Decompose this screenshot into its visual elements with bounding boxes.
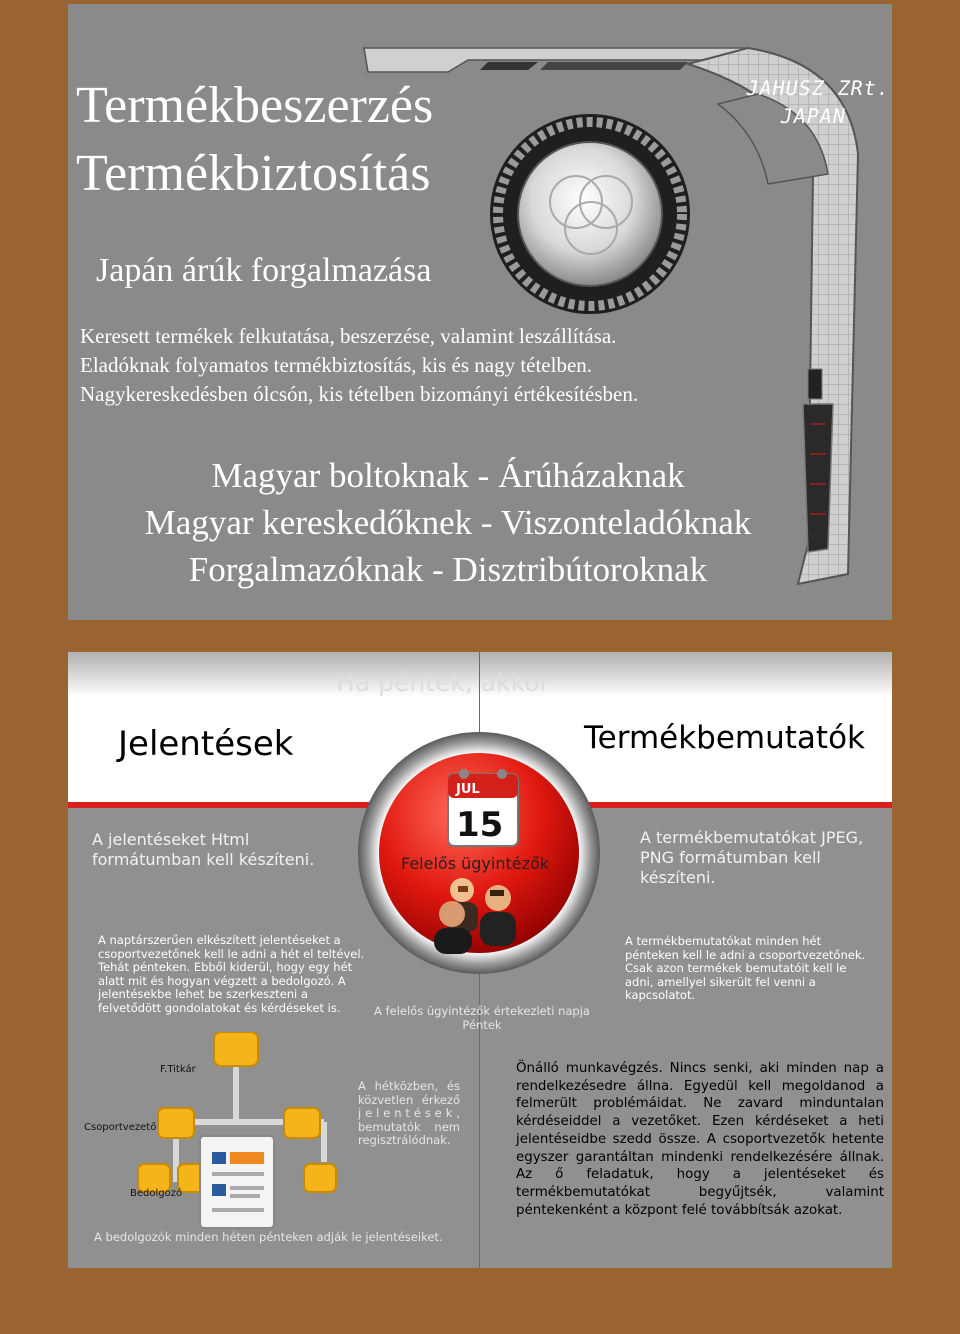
- subtitle-japanese-goods: Japán árúk forgalmazása: [96, 252, 432, 289]
- unregistered-submissions-note: A hétközben, és közvetlen érkező j e l e n t é s e k , bemutatók nem regisztrálódnak.: [358, 1079, 460, 1148]
- friday-heading: Ha péntek, akkor: [336, 668, 550, 697]
- panel-product-sourcing: [68, 4, 892, 620]
- brand-name: JAHUSZ ZRt.: [744, 76, 892, 100]
- presentations-format-note: A termékbemutatókat JPEG, PNG formátumban kell készíteni.: [640, 828, 864, 887]
- meeting-day-value: Péntek: [462, 1017, 502, 1032]
- target-audience-list: [68, 452, 828, 593]
- target-audience-item: Forgalmazóknak - Disztribútoroknak: [188, 550, 708, 589]
- description-line: Keresett termékek felkutatása, beszerzése, valamint leszállítása.: [80, 324, 617, 348]
- meeting-day-note: [368, 1005, 596, 1032]
- title-product-sourcing: Termékbeszerzés: [76, 77, 434, 134]
- org-box-worker-3: [304, 1164, 336, 1192]
- org-label-group-leader: Csoportvezető: [84, 1122, 157, 1133]
- calendar-month: JUL: [456, 782, 480, 797]
- description-line: Nagykereskedésben ólcsón, kis tételben bizományi értékesítésben.: [80, 382, 639, 406]
- responsible-officers-label: Felelős ügyintézők: [401, 854, 550, 873]
- meeting-day-label: A felelős ügyintézők értekezleti napja: [374, 1004, 590, 1018]
- reports-heading: Jelentések: [118, 724, 294, 764]
- brand-logo-text: [739, 74, 892, 130]
- panel-friday-reports: [68, 652, 892, 1268]
- description-line: Eladóknak folyamatos termékbiztosítás, kis és nagy tételben.: [80, 353, 593, 377]
- brand-country: JAPAN: [778, 104, 848, 128]
- presentations-instructions: A termékbemutatókat minden hét pénteken kell le adni a csoportvezetőnek. Csak azon termékek bemutatóit kell le adni, amellyel sikerült fel venni a kapcsolatot.: [625, 934, 866, 1003]
- reports-format-note: A jelentéseket Html formátumban kell készíteni.: [92, 830, 315, 869]
- title-product-supply: Termékbiztosítás: [76, 145, 431, 202]
- target-audience-item: Magyar kereskedőknek - Viszonteladóknak: [144, 503, 752, 542]
- weekly-submission-note: A bedolgozók minden héten pénteken adják le jelentéseiket.: [94, 1230, 443, 1244]
- org-box-leader-1: [158, 1108, 194, 1138]
- reports-instructions: A naptárszerűen elkészített jelentéseket a csoportvezetőnek kell le adni a hét el teltével. Tehát pénteken. Ebből kiderül, hogy egy hét alatt mit és hogyan végzett a bedolgozó. A jelentésekbe lehet be szerkeszteni a felvetődött gondolatokat és kérdéseket is.: [98, 933, 365, 1015]
- product-presentations-heading: Termékbemutatók: [584, 720, 865, 756]
- people-icon: [432, 874, 528, 956]
- org-box-secretary: [214, 1032, 258, 1066]
- org-label-secretary: F.Titkár: [160, 1064, 196, 1075]
- title-block: [76, 72, 433, 208]
- document-card-icon: [200, 1136, 274, 1228]
- calendar-icon: [446, 764, 526, 850]
- service-description: [80, 322, 780, 409]
- target-audience-item: Magyar boltoknak - Árúházaknak: [211, 456, 685, 495]
- org-box-leader-2: [284, 1108, 320, 1138]
- org-label-worker: Bedolgozó: [130, 1188, 183, 1199]
- calendar-day: 15: [456, 805, 504, 845]
- independent-work-text: Önálló munkavégzés. Nincs senki, aki minden nap a rendelkezésedre állna. Egyedül kell megoldanod a felmerült problémáidat. Ne zavard minduntalan kérdéseiddel a vezetőket. Ezen kérdéseket a heti jelentéseidbe szedd össze. A csoportvezetők hetente egyszer garantáltan mindenki rendelkezésére állnak. Az ő feladatuk, hogy a jelentéseket és termékbemutatókat begyűjtsék, valamint péntekenként a központ felé továbbítsák azokat.: [516, 1061, 884, 1218]
